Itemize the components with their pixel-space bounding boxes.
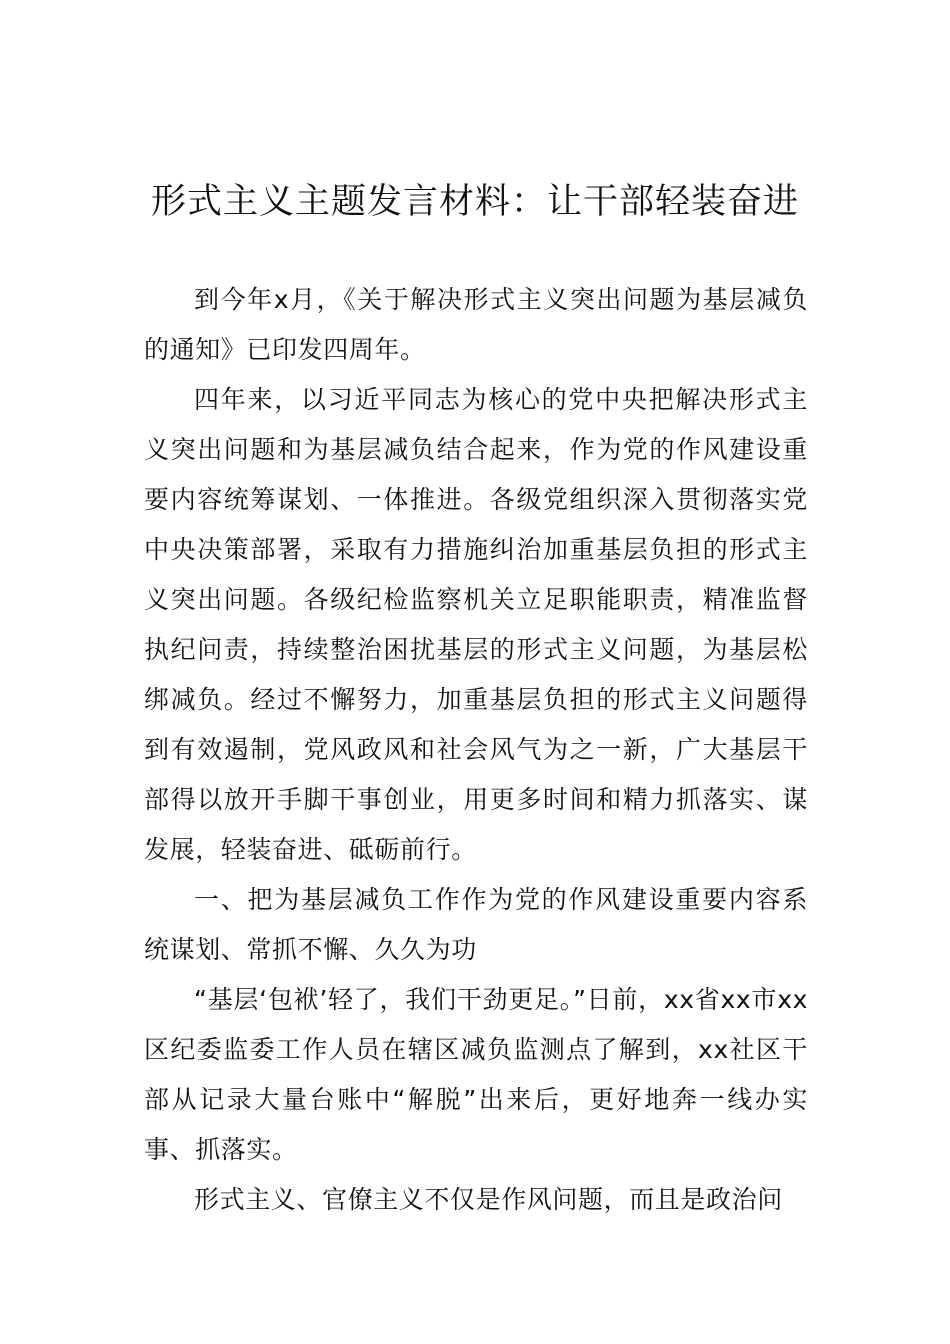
section-heading-1: 一、把为基层减负工作作为党的作风建设重要内容系统谋划、常抓不懈、久久为功	[144, 885, 808, 964]
document-title: 形式主义主题发言材料：让干部轻装奋进	[150, 182, 799, 222]
paragraph-4: 形式主义、官僚主义不仅是作风问题，而且是政治问	[194, 1185, 783, 1214]
paragraph-1: 到今年x月，《关于解决形式主义突出问题为基层减负的通知》已印发四周年。	[144, 285, 808, 364]
paragraph-3: “基层‘包袱’轻了，我们干劲更足。”日前，xx省xx市xx区纪委监委工作人员在辖区减负监测点了解到，xx社区干部从记录大量台账中“解脱”出来后，更好地奔一线办实事、抓落实。	[144, 985, 808, 1164]
paragraph-2: 四年来，以习近平同志为核心的党中央把解决形式主义突出问题和为基层减负结合起来，作为党的作风建设重要内容统筹谋划、一体推进。各级党组织深入贯彻落实党中央决策部署，采取有力措施纠治加重基层负担的形式主义突出问题。各级纪检监察机关立足职能职责，精准监督执纪问责，持续整治困扰基层的形式主义问题，为基层松绑减负。经过不懈努力，加重基层负担的形式主义问题得到有效遏制，党风政风和社会风气为之一新，广大基层干部得以放开手脚干事创业，用更多时间和精力抓落实、谋发展，轻装奋进、砥砺前行。	[144, 385, 808, 864]
document-body	[144, 275, 808, 1225]
